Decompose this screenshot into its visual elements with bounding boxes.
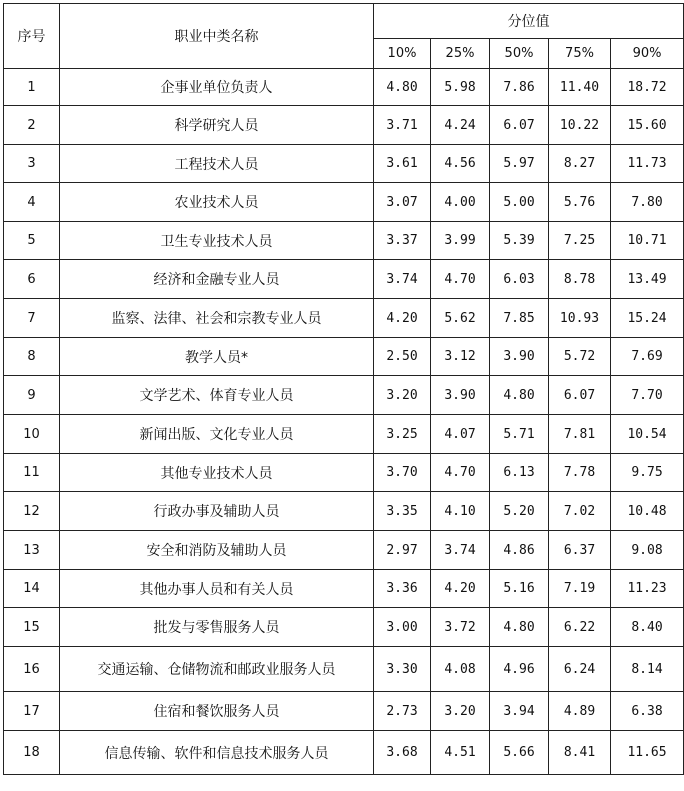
percentile-header-p25: 25% [431, 39, 490, 69]
value-p25: 4.70 [431, 454, 490, 492]
table-row [4, 415, 684, 454]
table-row [4, 454, 684, 492]
value-p10: 4.20 [374, 299, 431, 338]
value-p50: 4.86 [490, 531, 549, 570]
occupation-name: 其他专业技术人员 [60, 454, 374, 492]
value-p75: 8.78 [549, 260, 611, 299]
value-p50: 3.90 [490, 338, 549, 376]
value-p75: 6.24 [549, 647, 611, 692]
value-p75: 11.40 [549, 69, 611, 106]
value-p10: 3.25 [374, 415, 431, 454]
occupation-name: 安全和消防及辅助人员 [60, 531, 374, 570]
value-p75: 8.41 [549, 731, 611, 775]
value-p75: 5.76 [549, 183, 611, 222]
table-row [4, 531, 684, 570]
value-p75: 6.22 [549, 608, 611, 647]
value-p90: 13.49 [611, 260, 684, 299]
value-p90: 8.14 [611, 647, 684, 692]
row-index: 3 [4, 145, 60, 183]
index-header: 序号 [4, 4, 60, 69]
value-p10: 3.37 [374, 222, 431, 260]
value-p25: 4.10 [431, 492, 490, 531]
value-p50: 6.13 [490, 454, 549, 492]
occupation-name: 新闻出版、文化专业人员 [60, 415, 374, 454]
category-header: 职业中类名称 [60, 4, 374, 69]
row-index: 14 [4, 570, 60, 608]
occupation-name: 文学艺术、体育专业人员 [60, 376, 374, 415]
value-p50: 6.07 [490, 106, 549, 145]
value-p75: 8.27 [549, 145, 611, 183]
value-p25: 5.98 [431, 69, 490, 106]
value-p90: 9.75 [611, 454, 684, 492]
value-p75: 7.78 [549, 454, 611, 492]
occupation-name: 卫生专业技术人员 [60, 222, 374, 260]
value-p50: 4.96 [490, 647, 549, 692]
value-p50: 4.80 [490, 376, 549, 415]
value-p75: 10.22 [549, 106, 611, 145]
occupation-name: 信息传输、软件和信息技术服务人员 [60, 731, 374, 775]
value-p50: 7.85 [490, 299, 549, 338]
value-p25: 4.70 [431, 260, 490, 299]
value-p75: 6.37 [549, 531, 611, 570]
row-index: 17 [4, 692, 60, 731]
value-p25: 4.07 [431, 415, 490, 454]
row-index: 4 [4, 183, 60, 222]
percentile-header-p10: 10% [374, 39, 431, 69]
row-index: 7 [4, 299, 60, 338]
value-p75: 5.72 [549, 338, 611, 376]
wage-percentile-table [3, 3, 684, 775]
occupation-name: 住宿和餐饮服务人员 [60, 692, 374, 731]
value-p10: 2.50 [374, 338, 431, 376]
value-p75: 7.02 [549, 492, 611, 531]
row-index: 1 [4, 69, 60, 106]
value-p90: 7.69 [611, 338, 684, 376]
value-p10: 3.35 [374, 492, 431, 531]
row-index: 2 [4, 106, 60, 145]
occupation-name: 工程技术人员 [60, 145, 374, 183]
row-index: 5 [4, 222, 60, 260]
value-p90: 11.73 [611, 145, 684, 183]
value-p25: 3.12 [431, 338, 490, 376]
value-p50: 5.16 [490, 570, 549, 608]
value-p25: 3.99 [431, 222, 490, 260]
value-p90: 8.40 [611, 608, 684, 647]
value-p10: 3.30 [374, 647, 431, 692]
value-p75: 10.93 [549, 299, 611, 338]
value-p25: 4.56 [431, 145, 490, 183]
table-row [4, 731, 684, 775]
table-row [4, 608, 684, 647]
value-p25: 4.20 [431, 570, 490, 608]
occupation-name: 企事业单位负责人 [60, 69, 374, 106]
table-row [4, 106, 684, 145]
value-p90: 10.71 [611, 222, 684, 260]
value-p75: 6.07 [549, 376, 611, 415]
occupation-name: 监察、法律、社会和宗教专业人员 [60, 299, 374, 338]
value-p50: 7.86 [490, 69, 549, 106]
value-p90: 7.80 [611, 183, 684, 222]
value-p90: 11.65 [611, 731, 684, 775]
table-row [4, 692, 684, 731]
occupation-name: 农业技术人员 [60, 183, 374, 222]
percentile-header-p90: 90% [611, 39, 684, 69]
value-p10: 2.73 [374, 692, 431, 731]
occupation-name: 交通运输、仓储物流和邮政业服务人员 [60, 647, 374, 692]
value-p10: 3.07 [374, 183, 431, 222]
value-p25: 4.24 [431, 106, 490, 145]
value-p90: 15.24 [611, 299, 684, 338]
value-p90: 9.08 [611, 531, 684, 570]
row-index: 8 [4, 338, 60, 376]
row-index: 18 [4, 731, 60, 775]
value-p50: 5.00 [490, 183, 549, 222]
occupation-name: 科学研究人员 [60, 106, 374, 145]
table-body [4, 69, 684, 775]
value-p90: 18.72 [611, 69, 684, 106]
value-p50: 5.97 [490, 145, 549, 183]
row-index: 13 [4, 531, 60, 570]
table-row [4, 376, 684, 415]
row-index: 6 [4, 260, 60, 299]
table-row [4, 570, 684, 608]
value-p10: 3.36 [374, 570, 431, 608]
value-p50: 5.39 [490, 222, 549, 260]
value-p50: 5.71 [490, 415, 549, 454]
row-index: 9 [4, 376, 60, 415]
value-p90: 10.54 [611, 415, 684, 454]
percentile-header-p50: 50% [490, 39, 549, 69]
value-p90: 7.70 [611, 376, 684, 415]
value-p10: 3.74 [374, 260, 431, 299]
table-row [4, 145, 684, 183]
value-p90: 6.38 [611, 692, 684, 731]
table-row [4, 260, 684, 299]
value-p10: 4.80 [374, 69, 431, 106]
value-p50: 5.66 [490, 731, 549, 775]
value-p75: 7.81 [549, 415, 611, 454]
occupation-name: 经济和金融专业人员 [60, 260, 374, 299]
value-p10: 3.70 [374, 454, 431, 492]
value-p90: 15.60 [611, 106, 684, 145]
table-row [4, 69, 684, 106]
table-header [4, 4, 684, 69]
value-p25: 4.00 [431, 183, 490, 222]
table-row [4, 222, 684, 260]
value-p10: 2.97 [374, 531, 431, 570]
row-index: 11 [4, 454, 60, 492]
value-p25: 3.74 [431, 531, 490, 570]
percentile-header-p75: 75% [549, 39, 611, 69]
table-row [4, 492, 684, 531]
occupation-name: 批发与零售服务人员 [60, 608, 374, 647]
value-p50: 3.94 [490, 692, 549, 731]
row-index: 10 [4, 415, 60, 454]
occupation-name: 行政办事及辅助人员 [60, 492, 374, 531]
value-p25: 4.51 [431, 731, 490, 775]
table-row [4, 338, 684, 376]
row-index: 16 [4, 647, 60, 692]
value-p90: 10.48 [611, 492, 684, 531]
header-row-top [4, 4, 684, 39]
value-p10: 3.61 [374, 145, 431, 183]
value-p10: 3.20 [374, 376, 431, 415]
value-p75: 7.19 [549, 570, 611, 608]
value-p25: 3.20 [431, 692, 490, 731]
value-p25: 3.90 [431, 376, 490, 415]
value-p75: 7.25 [549, 222, 611, 260]
value-p25: 4.08 [431, 647, 490, 692]
value-p25: 5.62 [431, 299, 490, 338]
percentile-group-header: 分位值 [374, 4, 684, 39]
table-row [4, 299, 684, 338]
value-p90: 11.23 [611, 570, 684, 608]
row-index: 12 [4, 492, 60, 531]
table-row [4, 647, 684, 692]
value-p75: 4.89 [549, 692, 611, 731]
value-p25: 3.72 [431, 608, 490, 647]
value-p10: 3.00 [374, 608, 431, 647]
occupation-name: 其他办事人员和有关人员 [60, 570, 374, 608]
value-p50: 6.03 [490, 260, 549, 299]
value-p10: 3.71 [374, 106, 431, 145]
value-p50: 4.80 [490, 608, 549, 647]
occupation-name: 教学人员* [60, 338, 374, 376]
row-index: 15 [4, 608, 60, 647]
value-p50: 5.20 [490, 492, 549, 531]
table-row [4, 183, 684, 222]
value-p10: 3.68 [374, 731, 431, 775]
